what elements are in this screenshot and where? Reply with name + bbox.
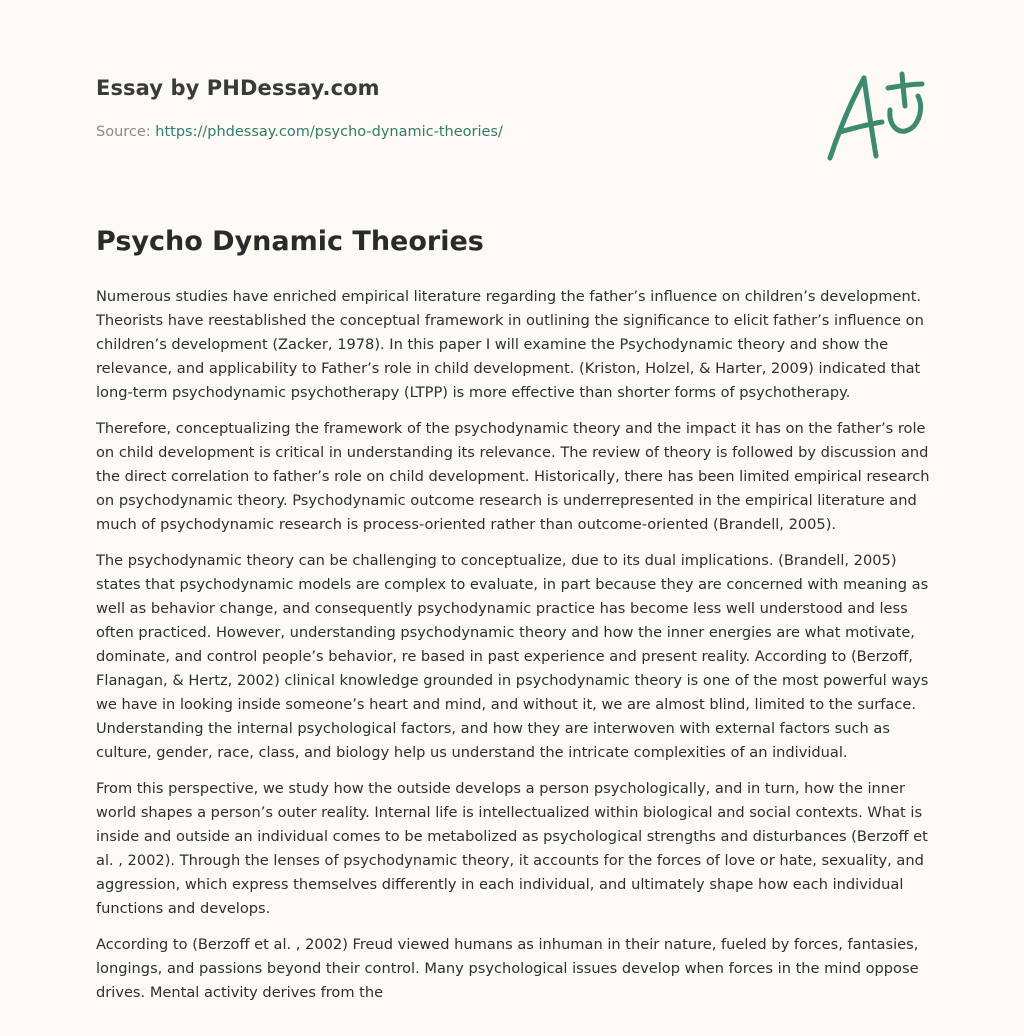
essay-paragraph: From this perspective, we study how the outside develops a person psychologically, and in turn, how the inner world shapes a person’s outer reality. Internal life is intellectualized within biological and social contexts. What is inside and outside an individual comes to be metabolized as psychological strengths and disturbances (Berzoff et al. , 2002). Through the lenses of psychodynamic theory, it accounts for the forces of love or hate, sexuality, and aggression, which express themselves differently in each individual, and ultimately shape how each individual functions and develops. (96, 780, 928, 917)
essay-paragraph: Therefore, conceptualizing the framework of the psychodynamic theory and the impact it has on the father’s role on child development is critical in understanding its relevance. The review of theory is followed by discussion and the direct correlation to father’s role on child development. Historically, there has been limited empirical research on psychodynamic theory. Psychodynamic outcome research is underrepresented in the empirical literature and much of psychodynamic research is process-oriented rather than outcome-oriented (Brandell, 2005). (96, 420, 930, 533)
essay-body (96, 285, 938, 1017)
a-plus-logo-icon (818, 66, 930, 166)
essay-title: Psycho Dynamic Theories (96, 226, 484, 257)
source-label: Source: (96, 124, 156, 140)
source-link[interactable]: https://phdessay.com/psycho-dynamic-theories/ (155, 124, 503, 140)
source-line (96, 124, 503, 140)
logo-a-right-stroke (864, 78, 876, 156)
essay-paragraph: The psychodynamic theory can be challenging to conceptualize, due to its dual implications. (Brandell, 2005) states that psychodynamic models are complex to evaluate, in part because they are concerned with meaning as well as behavior change, and consequently psychodynamic practice has become less well understood and less often practiced. However, understanding psychodynamic theory and how the inner energies are what motivate, dominate, and control people’s behavior, re based in past experience and present reality. According to (Berzoff, Flanagan, & Hertz, 2002) clinical knowledge grounded in psychodynamic theory is one of the most powerful ways we have in looking inside someone’s heart and mind, and without it, we are almost blind, limited to the surface. Understanding the internal psychological factors, and how they are interwoven with external factors such as culture, gender, race, class, and biology help us understand the intricate complexities of an individual. (96, 552, 929, 761)
logo-plus-vertical (902, 74, 905, 106)
logo-a-crossbar (840, 122, 882, 132)
logo-a-left-stroke (830, 78, 864, 158)
essay-paragraph: According to (Berzoff et al. , 2002) Freud viewed humans as inhuman in their nature, fueled by forces, fantasies, longings, and passions beyond their control. Many psychological issues develop when forces in the mind oppose drives. Mental activity derives from the (96, 936, 919, 1001)
site-title: Essay by PHDessay.com (96, 76, 380, 100)
logo-plus-horizontal (888, 84, 922, 88)
essay-paragraph: Numerous studies have enriched empirical literature regarding the father’s influence on children’s development. Theorists have reestablished the conceptual framework in outlining the significance to elicit father’s influence on children’s development (Zacker, 1978). In this paper I will examine the Psychodynamic theory and show the relevance, and applicability to Father’s role in child development. (Kriston, Holzel, & Harter, 2009) indicated that long-term psychodynamic psychotherapy (LTPP) is more effective than shorter forms of psychotherapy. (96, 288, 924, 401)
